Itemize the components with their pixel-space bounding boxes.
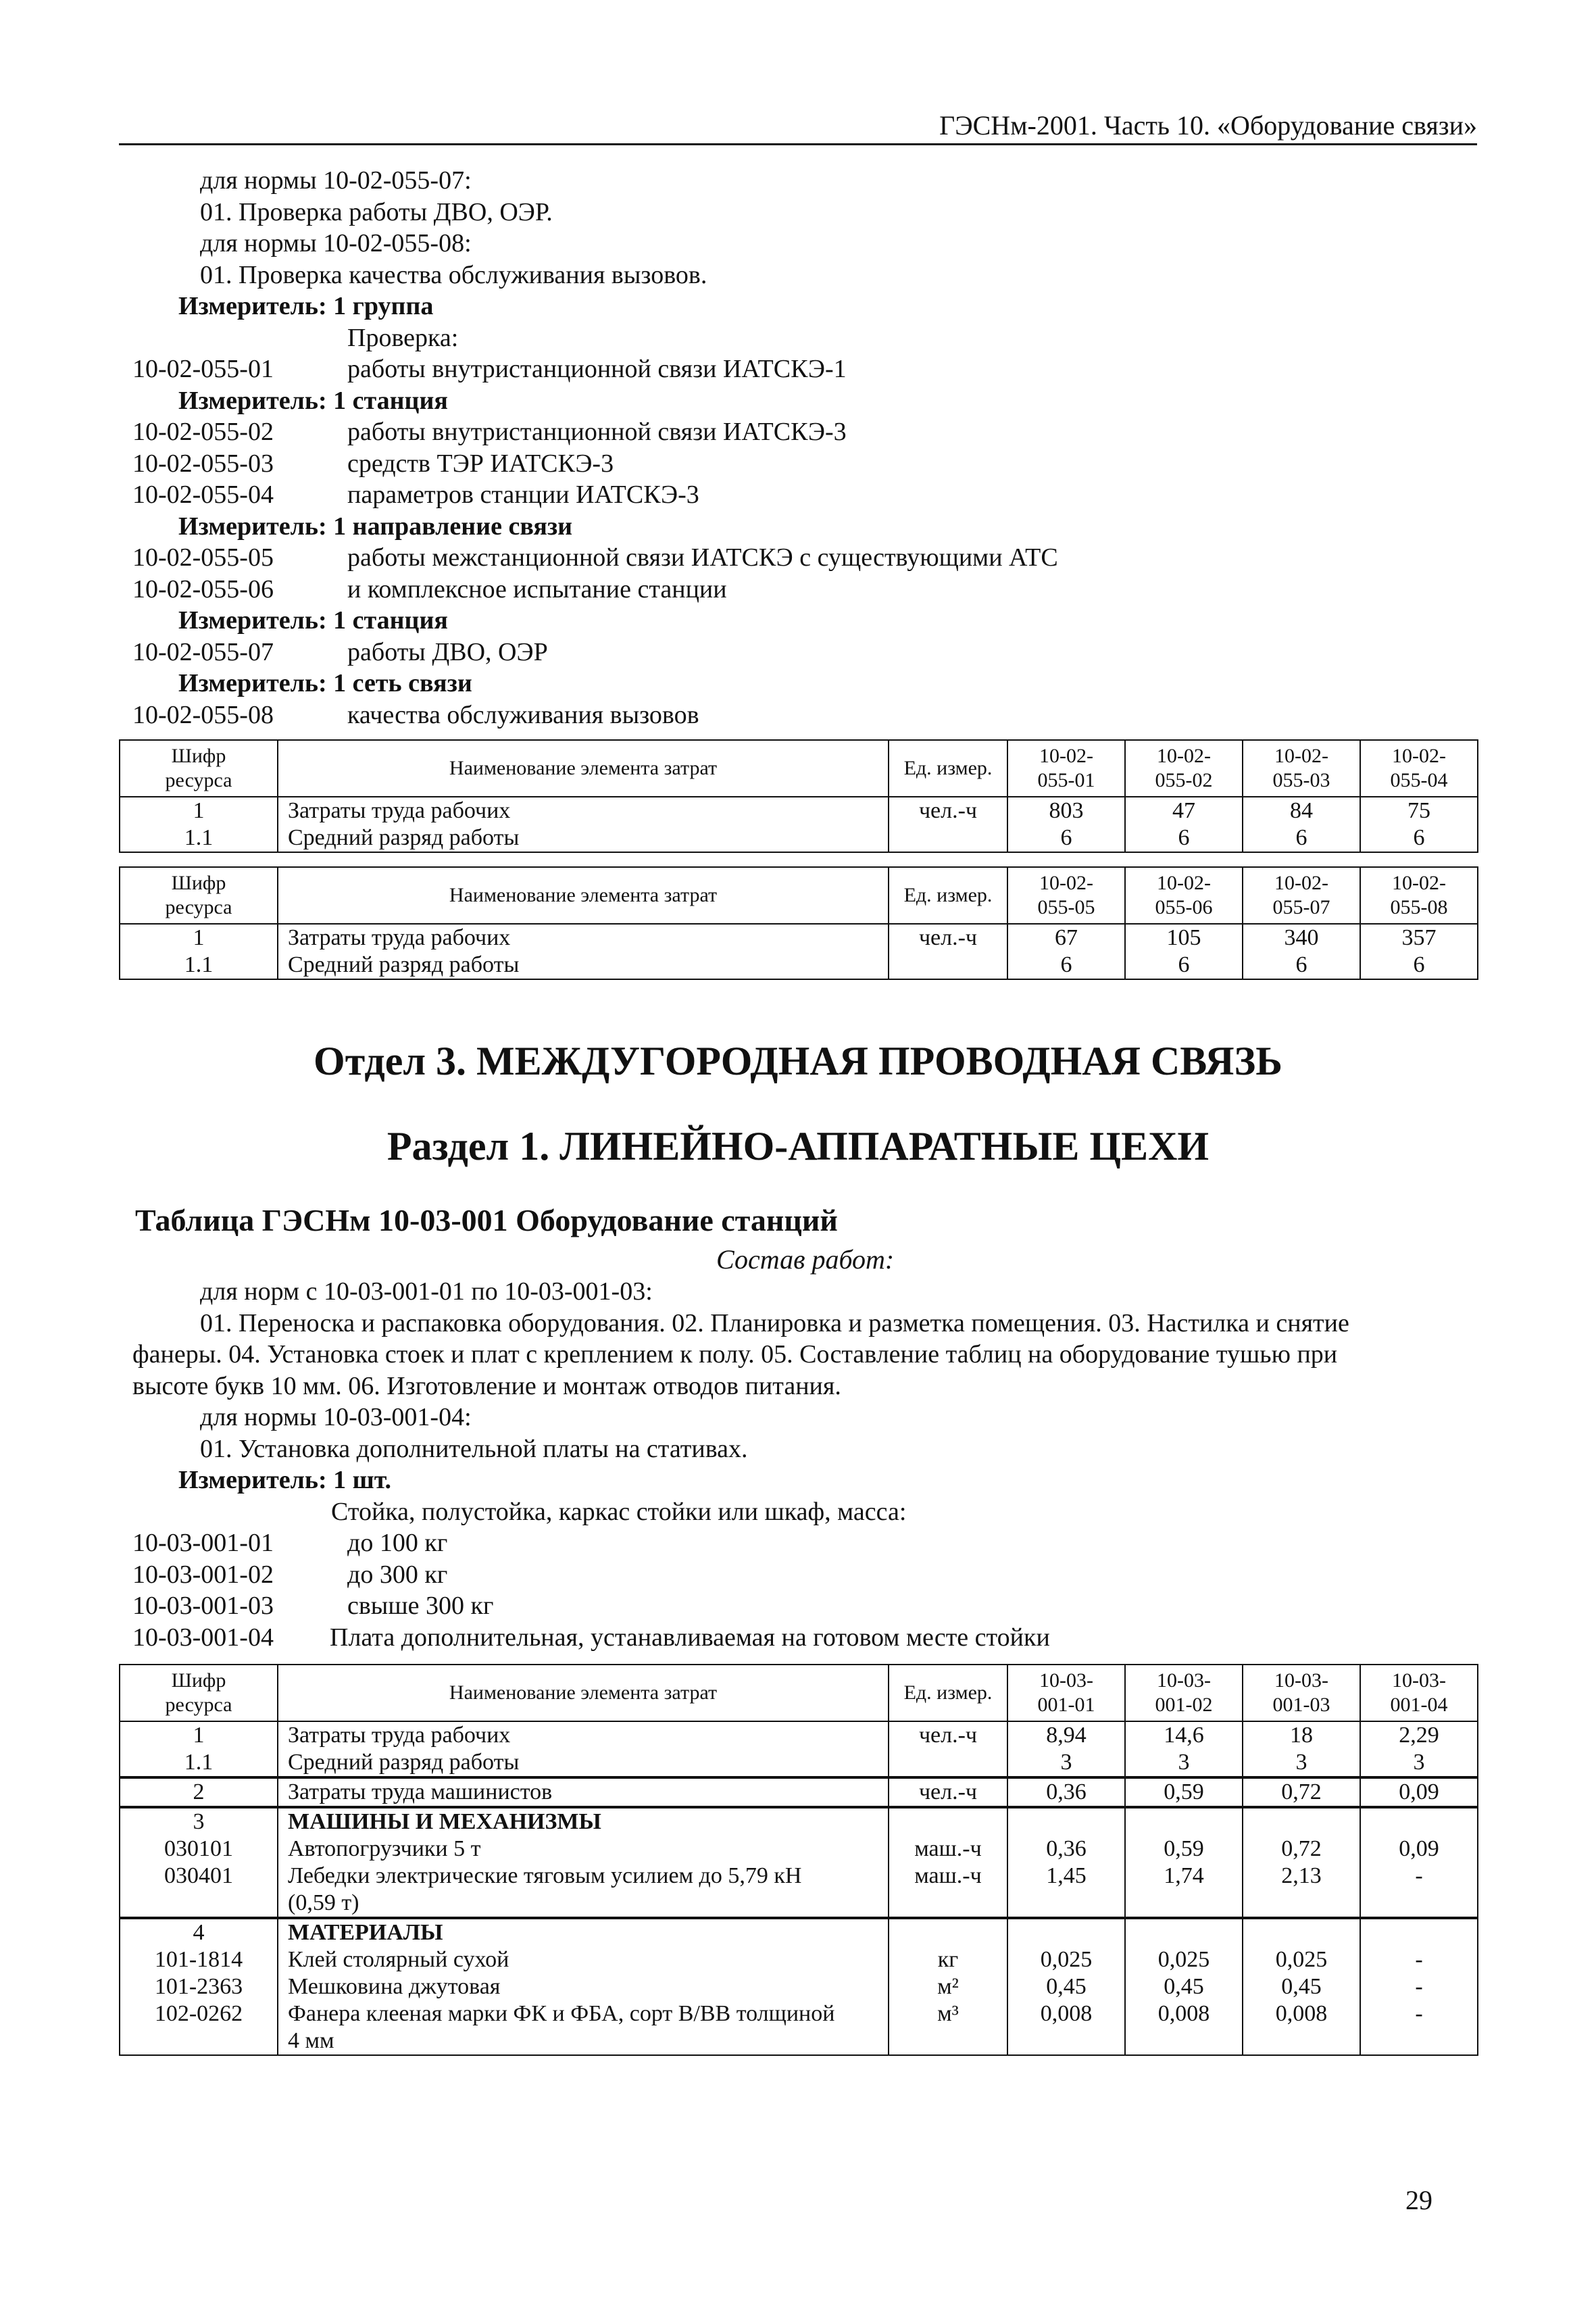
cell-value <box>1243 1918 1360 1946</box>
cell-value: 6 <box>1360 824 1478 852</box>
header-unit: Ед. измер. <box>889 1665 1007 1721</box>
cell-value: 6 <box>1360 952 1478 979</box>
cell-value: 0,09 <box>1360 1836 1478 1863</box>
department-title: Отдел 3. МЕЖДУГОРОДНАЯ ПРОВОДНАЯ СВЯЗЬ <box>314 1039 1282 1083</box>
work-paragraph-line: фанеры. 04. Установка стоек и плат с креплением к полу. 05. Составление таблиц на оборудование тушью при <box>132 1340 1338 1369</box>
cell-name: Клей столярный сухой <box>278 1946 889 1973</box>
cell-value: 2,13 <box>1243 1863 1360 1918</box>
norms-table-1 <box>119 739 1478 853</box>
norm-text: работы внутристанционной связи ИАТСКЭ-3 <box>347 418 847 446</box>
text-line: 01. Установка дополнительной платы на стативах. <box>200 1434 748 1463</box>
cell-value: 357 <box>1360 924 1478 952</box>
cell-name: МАШИНЫ И МЕХАНИЗМЫ <box>278 1807 889 1836</box>
measure-label: Измеритель: 1 направление связи <box>178 512 573 541</box>
cell-name: Затраты труда рабочих <box>278 797 889 824</box>
cell-value: 340 <box>1243 924 1360 952</box>
cell-unit <box>889 952 1007 979</box>
norm-code: 10-02-055-07 <box>132 637 274 666</box>
cell-value: 3 <box>1360 1749 1478 1777</box>
table-row <box>120 1863 1478 1918</box>
table-row <box>120 1721 1478 1749</box>
cell-name: Затраты труда рабочих <box>278 1721 889 1749</box>
norm-text: работы внутристанционной связи ИАТСКЭ-1 <box>347 355 847 383</box>
table-header-row <box>120 740 1478 797</box>
cell-value: 0,008 <box>1243 2000 1360 2055</box>
table-row <box>120 1918 1478 1946</box>
norm-item <box>132 1559 1477 1591</box>
cell-unit <box>889 1918 1007 1946</box>
norm-item <box>132 1590 1477 1622</box>
norm-text: работы межстанционной связи ИАТСКЭ с существующими АТС <box>347 543 1058 572</box>
cell-code: 1.1 <box>120 824 278 852</box>
cell-name: Затраты труда рабочих <box>278 924 889 952</box>
cell-code: 3 <box>120 1807 278 1836</box>
header-code: Шифр ресурса <box>120 867 278 924</box>
cell-name: Автопогрузчики 5 т <box>278 1836 889 1863</box>
header-norm: 10-02- 055-05 <box>1007 867 1125 924</box>
cell-value: 67 <box>1007 924 1125 952</box>
cell-value: 75 <box>1360 797 1478 824</box>
measure-label: Измеритель: 1 станция <box>178 386 448 415</box>
measure-label: Измеритель: 1 сеть связи <box>178 669 472 697</box>
norm-item <box>132 1527 1477 1559</box>
table-title: Таблица ГЭСНм 10-03-001 Оборудование станций <box>135 1203 838 1237</box>
text-line: для норм с 10-03-001-01 по 10-03-001-03: <box>200 1277 653 1306</box>
cell-value <box>1125 1918 1243 1946</box>
norm-item <box>132 448 1477 480</box>
cell-name: Фанера клееная марки ФК и ФБА, сорт В/ВВ толщиной 4 мм <box>278 2000 889 2055</box>
cell-unit: маш.-ч <box>889 1836 1007 1863</box>
cell-value: 0,09 <box>1360 1777 1478 1807</box>
cell-value: 0,59 <box>1125 1836 1243 1863</box>
cell-value: 6 <box>1125 952 1243 979</box>
header-norm: 10-02- 055-07 <box>1243 867 1360 924</box>
cell-unit: кг <box>889 1946 1007 1973</box>
norm-code: 10-02-055-02 <box>132 418 274 446</box>
cell-unit: чел.-ч <box>889 1777 1007 1807</box>
cell-value <box>1007 1918 1125 1946</box>
cell-value: 47 <box>1125 797 1243 824</box>
norm-item <box>132 1622 1477 1654</box>
table-row <box>120 952 1478 979</box>
cell-value: 0,72 <box>1243 1777 1360 1807</box>
norm-code: 10-02-055-03 <box>132 449 274 478</box>
check-label: Проверка: <box>347 323 459 352</box>
norms-table-3 <box>119 1664 1478 2056</box>
cell-value: 3 <box>1007 1749 1125 1777</box>
cell-unit: чел.-ч <box>889 924 1007 952</box>
header-norm: 10-02- 055-03 <box>1243 740 1360 797</box>
cell-value: - <box>1360 1863 1478 1918</box>
cell-code: 4 <box>120 1918 278 1946</box>
norm-code: 10-03-001-04 <box>132 1623 274 1652</box>
work-paragraph-line: 01. Переноска и распаковка оборудования. 02. Планировка и разметка помещения. 03. Настилка и снятие <box>200 1308 1349 1337</box>
cell-value: 0,008 <box>1007 2000 1125 2055</box>
cell-code: 030401 <box>120 1863 278 1918</box>
cell-name: Лебедки электрические тяговым усилием до 5,79 кН (0,59 т) <box>278 1863 889 1918</box>
cell-code: 101-1814 <box>120 1946 278 1973</box>
page-number: 29 <box>1405 2185 1432 2215</box>
cell-value: 84 <box>1243 797 1360 824</box>
cell-code: 102-0262 <box>120 2000 278 2055</box>
cell-value <box>1125 1807 1243 1836</box>
bottom-text-block <box>132 1276 1477 1653</box>
cell-value <box>1243 1807 1360 1836</box>
cell-code: 2 <box>120 1777 278 1807</box>
header-norm: 10-03- 001-03 <box>1243 1665 1360 1721</box>
cell-name: МАТЕРИАЛЫ <box>278 1918 889 1946</box>
table-row <box>120 1973 1478 2000</box>
norm-code: 10-02-055-05 <box>132 543 274 572</box>
table-header-row <box>120 867 1478 924</box>
cell-value: 0,36 <box>1007 1836 1125 1863</box>
norm-item <box>132 542 1477 574</box>
cell-unit: чел.-ч <box>889 1721 1007 1749</box>
table-row <box>120 2000 1478 2055</box>
norm-text: до 100 кг <box>347 1529 448 1557</box>
cell-name: Средний разряд работы <box>278 1749 889 1777</box>
cell-value: 3 <box>1243 1749 1360 1777</box>
cell-unit: чел.-ч <box>889 797 1007 824</box>
header-name: Наименование элемента затрат <box>278 740 889 797</box>
cell-unit <box>889 824 1007 852</box>
cell-value: 0,025 <box>1125 1946 1243 1973</box>
cell-value: 105 <box>1125 924 1243 952</box>
norm-code: 10-02-055-06 <box>132 574 274 604</box>
norm-text: работы ДВО, ОЭР <box>347 637 548 666</box>
cell-value: 6 <box>1243 952 1360 979</box>
work-composition-label: Состав работ: <box>716 1244 895 1275</box>
header-unit: Ед. измер. <box>889 740 1007 797</box>
header-norm: 10-03- 001-04 <box>1360 1665 1478 1721</box>
cell-code: 1 <box>120 924 278 952</box>
header-norm: 10-03- 001-01 <box>1007 1665 1125 1721</box>
table-row <box>120 924 1478 952</box>
cell-value <box>1360 1807 1478 1836</box>
cell-value: 0,72 <box>1243 1836 1360 1863</box>
cell-value: 0,45 <box>1243 1973 1360 2000</box>
cell-name: Средний разряд работы <box>278 824 889 852</box>
norm-text: качества обслуживания вызовов <box>347 700 699 729</box>
cell-value: 6 <box>1125 824 1243 852</box>
cell-value: 6 <box>1243 824 1360 852</box>
running-header: ГЭСНм-2001. Часть 10. «Оборудование связи» <box>939 110 1477 141</box>
norm-item <box>132 479 1477 511</box>
header-unit: Ед. измер. <box>889 867 1007 924</box>
header-norm: 10-02- 055-08 <box>1360 867 1478 924</box>
cell-code: 1 <box>120 797 278 824</box>
norm-code: 10-02-055-04 <box>132 481 274 509</box>
cell-value: 2,29 <box>1360 1721 1478 1749</box>
cell-value: 14,6 <box>1125 1721 1243 1749</box>
cell-value: 0,025 <box>1243 1946 1360 1973</box>
cell-value: - <box>1360 1946 1478 1973</box>
norm-item <box>132 637 1477 668</box>
subsection-title: Раздел 1. ЛИНЕЙНО-АППАРАТНЫЕ ЦЕХИ <box>386 1124 1210 1168</box>
cell-unit: маш.-ч <box>889 1863 1007 1918</box>
header-name: Наименование элемента затрат <box>278 1665 889 1721</box>
sub-label: Стойка, полустойка, каркас стойки или шкаф, масса: <box>331 1497 907 1526</box>
cell-code: 1.1 <box>120 952 278 979</box>
cell-value: - <box>1360 2000 1478 2055</box>
cell-value <box>1360 1918 1478 1946</box>
norm-code: 10-02-055-08 <box>132 700 274 729</box>
header-norm: 10-03- 001-02 <box>1125 1665 1243 1721</box>
norm-item <box>132 416 1477 448</box>
cell-code: 030101 <box>120 1836 278 1863</box>
cell-unit <box>889 1749 1007 1777</box>
norm-item <box>132 699 1477 731</box>
cell-value: 1,74 <box>1125 1863 1243 1918</box>
measure-label: Измеритель: 1 группа <box>178 292 434 320</box>
cell-value: 0,45 <box>1125 1973 1243 2000</box>
cell-value: 3 <box>1125 1749 1243 1777</box>
cell-name: Средний разряд работы <box>278 952 889 979</box>
measure-label: Измеритель: 1 шт. <box>178 1466 392 1494</box>
norm-text: и комплексное испытание станции <box>347 574 727 604</box>
top-text-block <box>132 165 1477 731</box>
table-row <box>120 1777 1478 1807</box>
norm-item <box>132 353 1477 385</box>
norm-text: до 300 кг <box>347 1560 448 1589</box>
header-rule <box>119 143 1477 145</box>
text-line: для нормы 10-03-001-04: <box>200 1403 472 1431</box>
cell-value: 8,94 <box>1007 1721 1125 1749</box>
work-paragraph-line: высоте букв 10 мм. 06. Изготовление и монтаж отводов питания. <box>132 1371 841 1400</box>
norm-text: параметров станции ИАТСКЭ-3 <box>347 481 699 509</box>
cell-value: 0,36 <box>1007 1777 1125 1807</box>
text-line: 01. Проверка работы ДВО, ОЭР. <box>200 197 553 226</box>
table-row <box>120 797 1478 824</box>
header-norm: 10-02- 055-02 <box>1125 740 1243 797</box>
table-row <box>120 1807 1478 1836</box>
cell-unit: м² <box>889 1973 1007 2000</box>
norm-text: свыше 300 кг <box>347 1592 494 1620</box>
cell-code: 1 <box>120 1721 278 1749</box>
table-header-row <box>120 1665 1478 1721</box>
text-line: 01. Проверка качества обслуживания вызовов. <box>200 260 707 289</box>
cell-name: Затраты труда машинистов <box>278 1777 889 1807</box>
cell-value: 0,008 <box>1125 2000 1243 2055</box>
cell-code: 101-2363 <box>120 1973 278 2000</box>
cell-value: 0,025 <box>1007 1946 1125 1973</box>
norms-table-2 <box>119 866 1478 980</box>
header-code: Шифр ресурса <box>120 1665 278 1721</box>
cell-value: 803 <box>1007 797 1125 824</box>
cell-value: 18 <box>1243 1721 1360 1749</box>
cell-value: 6 <box>1007 824 1125 852</box>
norm-text: Плата дополнительная, устанавливаемая на готовом месте стойки <box>330 1623 1050 1652</box>
table-row <box>120 1946 1478 1973</box>
header-norm: 10-02- 055-01 <box>1007 740 1125 797</box>
cell-value <box>1007 1807 1125 1836</box>
cell-value: 6 <box>1007 952 1125 979</box>
norm-code: 10-03-001-03 <box>132 1592 274 1620</box>
norm-text: средств ТЭР ИАТСКЭ-3 <box>347 449 614 478</box>
cell-name: Мешковина джутовая <box>278 1973 889 2000</box>
header-norm: 10-02- 055-04 <box>1360 740 1478 797</box>
cell-value: 1,45 <box>1007 1863 1125 1918</box>
header-code: Шифр ресурса <box>120 740 278 797</box>
cell-unit <box>889 1807 1007 1836</box>
norm-code: 10-03-001-02 <box>132 1560 274 1589</box>
cell-value: 0,45 <box>1007 1973 1125 2000</box>
text-line: для нормы 10-02-055-07: <box>200 166 472 195</box>
cell-code: 1.1 <box>120 1749 278 1777</box>
norm-code: 10-02-055-01 <box>132 355 274 383</box>
table-row <box>120 1749 1478 1777</box>
norm-code: 10-03-001-01 <box>132 1529 274 1557</box>
norm-item <box>132 574 1477 606</box>
measure-label: Измеритель: 1 станция <box>178 606 448 635</box>
table-row <box>120 1836 1478 1863</box>
cell-value: 0,59 <box>1125 1777 1243 1807</box>
header-name: Наименование элемента затрат <box>278 867 889 924</box>
text-line: для нормы 10-02-055-08: <box>200 229 472 257</box>
table-row <box>120 824 1478 852</box>
cell-value: - <box>1360 1973 1478 2000</box>
header-norm: 10-02- 055-06 <box>1125 867 1243 924</box>
cell-unit: м³ <box>889 2000 1007 2055</box>
